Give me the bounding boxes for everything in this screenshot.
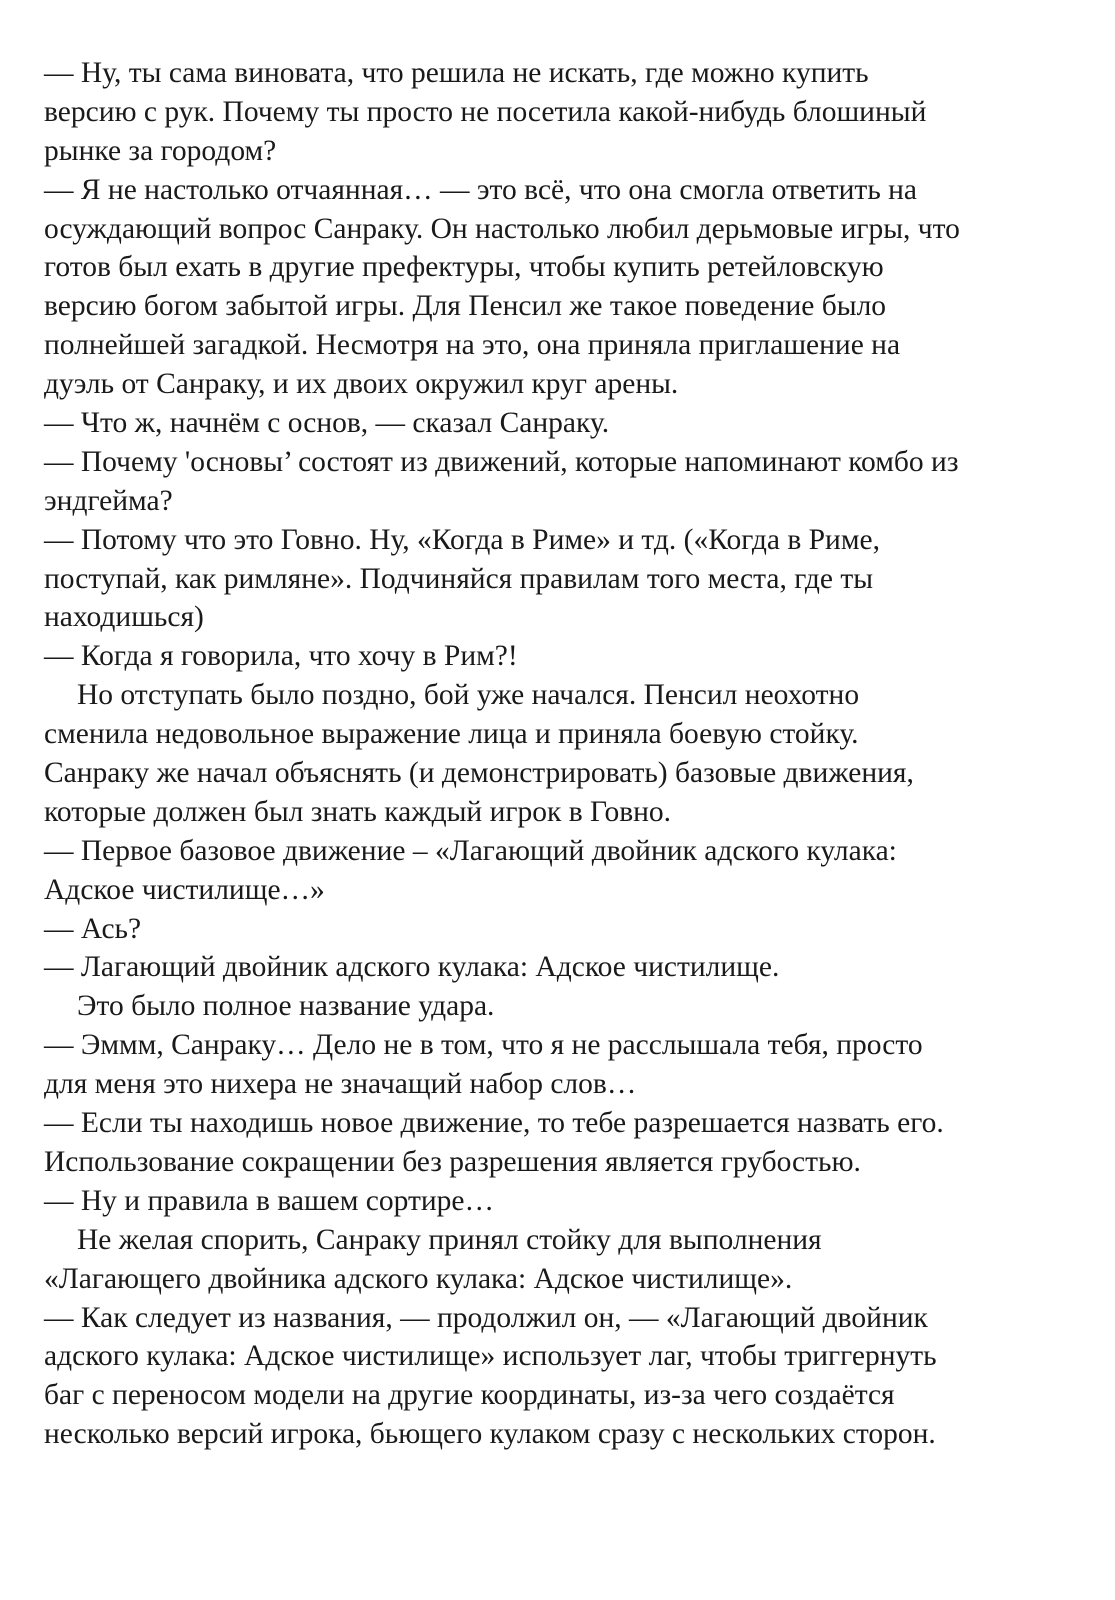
text-line: для меня это нихера не значащий набор слов… [44, 1068, 637, 1101]
text-line: несколько версий игрока, бьющего кулаком сразу с нескольких сторон. [44, 1418, 936, 1451]
text-line: версию с рук. Почему ты просто не посетила какой-нибудь блошиный [44, 95, 927, 128]
text-line: Использование сокращении без разрешения является грубостью. [44, 1145, 861, 1178]
text-line: сменила недовольное выражение лица и приняла боевую стойку. [44, 718, 859, 751]
text-line: Санраку же начал объяснять (и демонстрировать) базовые движения, [44, 757, 914, 790]
text-line: — Ну и правила в вашем сортире… [44, 1184, 495, 1217]
text-line: которые должен был знать каждый игрок в Говно. [44, 795, 672, 828]
text-line-indented: Не желая спорить, Санраку принял стойку для выполнения [77, 1223, 822, 1256]
text-line: версию богом забытой игры. Для Пенсил же такое поведение было [44, 290, 887, 323]
text-line: Адское чистилище…» [44, 873, 325, 906]
text-line: дуэль от Санраку, и их двоих окружил круг арены. [44, 368, 679, 401]
text-line: — Что ж, начнём с основ, — сказал Санраку. [44, 407, 610, 440]
text-line: осуждающий вопрос Санраку. Он настолько любил дерьмовые игры, что [44, 212, 960, 245]
text-line: — Когда я говорила, что хочу в Рим?! [44, 640, 518, 673]
text-line: — Потому что это Говно. Ну, «Когда в Риме» и тд. («Когда в Риме, [44, 523, 880, 556]
document-body [44, 54, 1084, 1454]
text-line: — Ась? [44, 912, 142, 945]
text-line: поступай, как римляне». Подчиняйся правилам того места, где ты [44, 562, 874, 595]
text-line: — Почему 'основы’ состоят из движений, которые напоминают комбо из [44, 445, 959, 478]
text-line: рынке за городом? [44, 134, 277, 167]
text-line: — Ну, ты сама виновата, что решила не искать, где можно купить [44, 57, 869, 89]
text-line-indented: Это было полное название удара. [77, 990, 495, 1023]
text-line: — Эммм, Санраку… Дело не в том, что я не расслышала тебя, просто [44, 1029, 923, 1062]
text-line: полнейшей загадкой. Несмотря на это, она приняла приглашение на [44, 329, 901, 362]
text-line: — Как следует из названия, — продолжил он, — «Лагающий двойник [44, 1301, 928, 1334]
text-line: — Если ты находишь новое движение, то тебе разрешается назвать его. [44, 1107, 944, 1140]
text-line: — Первое базовое движение – «Лагающий двойник адского кулака: [44, 834, 897, 867]
text-line: баг с переносом модели на другие координаты, из-за чего создаётся [44, 1379, 895, 1412]
text-line: — Я не настолько отчаянная… — это всё, что она смогла ответить на [44, 173, 918, 206]
text-line: — Лагающий двойник адского кулака: Адское чистилище. [44, 951, 780, 984]
text-line-indented: Но отступать было поздно, бой уже начался. Пенсил неохотно [77, 679, 860, 712]
text-line: «Лагающего двойника адского кулака: Адское чистилище». [44, 1262, 793, 1295]
text-line: адского кулака: Адское чистилище» использует лаг, чтобы триггернуть [44, 1340, 937, 1373]
text-line: эндгейма? [44, 484, 173, 517]
text-line: находишься) [44, 601, 204, 634]
text-line: готов был ехать в другие префектуры, чтобы купить ретейловскую [44, 251, 884, 284]
